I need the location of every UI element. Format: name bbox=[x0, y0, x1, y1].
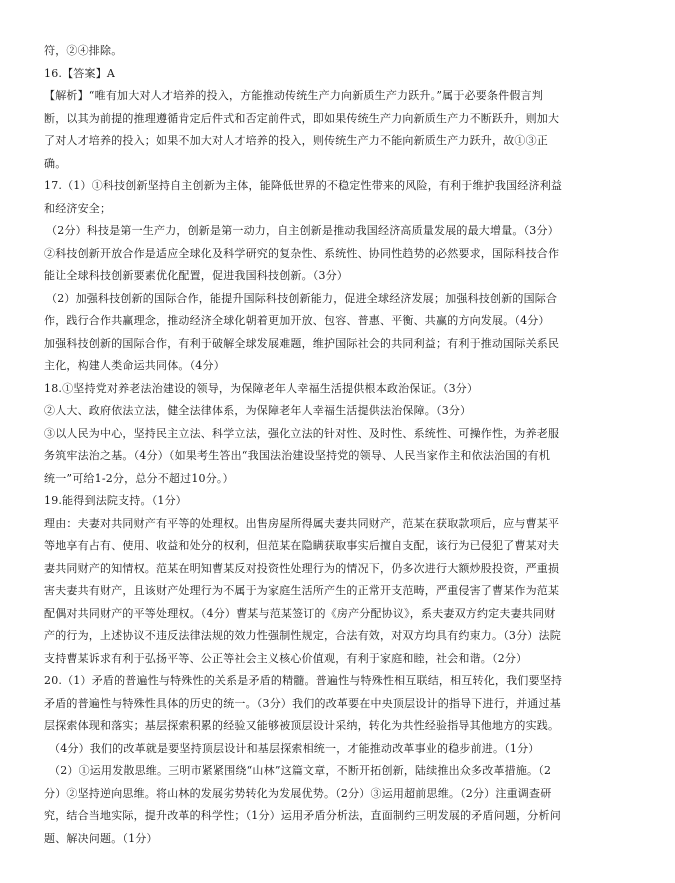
text-line: 妻共同财产的知情权。范某在明知曹某反对投资性处理行为的情况下，仍多次进行大额炒股投资，严重损 bbox=[44, 561, 560, 575]
text-line: 【解析】“唯有加大对人才培养的投入，方能推动传统生产力向新质生产力跃升。”属于必要条件假言判 bbox=[44, 89, 543, 102]
text-line: （2分）科技是第一生产力，创新是第一动力，自主创新是推动我国经济高质量发展的最大增量。（3分） bbox=[46, 224, 559, 237]
text-line: 19.能得到法院支持。（1分） bbox=[44, 494, 187, 507]
text-line: 分）②坚持逆向思维。将山林的发展劣势转化为发展优势。（2分）③运用超前思维。（2分）注重调查研 bbox=[44, 786, 552, 800]
text-line: 害夫妻共有财产，且该财产处理行为不属于为家庭生活所产生的正常开支范畴，严重侵害了曹某作为范某 bbox=[44, 584, 560, 597]
text-line: 配偶对共同财产的平等处理权。（4分）曹某与范某签订的《房产分配协议》，系夫妻双方约定夫妻共同财 bbox=[44, 606, 556, 620]
text-line: （2）①运用发散思维。三明市紧紧围绕“山林”这篇文章，不断开拓创新，陆续推出众多改革措施。（2 bbox=[49, 764, 552, 777]
text-line: 统一”可给1-2分，总分不超过10分。） bbox=[44, 471, 234, 485]
text-line: 层探索体现和落实；基层探索积累的经验又能够被顶层设计采纳，转化为共性经验指导其他地方的实践。 bbox=[44, 719, 560, 732]
text-line: 支持曹某诉求有利于弘扬平等、公正等社会主义核心价值观，有利于家庭和睦，社会和谐。（2分） bbox=[44, 651, 528, 665]
text-line: 主化，构建人类命运共同体。（4分） bbox=[44, 359, 225, 372]
text-line: 18.①坚持党对养老法治建设的领导，为保障老年人幸福生活提供根本政治保证。（3分） bbox=[44, 381, 479, 395]
text-line: 究，结合当地实际，提升改革的科学性；（1分）运用矛盾分析法，直面制约三明发展的矛盾问题，分析问 bbox=[44, 809, 561, 822]
text-line: 等地享有占有、使用、收益和处分的权利，但范某在隐瞒获取事实后擅自支配，该行为已侵犯了曹某对夫 bbox=[44, 539, 560, 552]
text-line: 20.（1）矛盾的普遍性与特殊性的关系是矛盾的精髓。普遍性与特殊性相互联结，相互转化，我们要坚持 bbox=[44, 674, 563, 687]
text-line: 矛盾的普遍性与特殊性具体的历史的统一。（3分）我们的改革要在中央顶层设计的指导下进行，并通过基 bbox=[44, 696, 561, 710]
text-line: 题、解决问题。（1分） bbox=[44, 831, 158, 845]
text-line: 作，践行合作共赢理念，推动经济全球化朝着更加开放、包容、普惠、平衡、共赢的方向发展。（4分） bbox=[44, 314, 550, 327]
text-line: 理由：夫妻对共同财产有平等的处理权。出售房屋所得属夫妻共同财产，范某在获取款项后，应与曹某平 bbox=[44, 516, 560, 530]
text-line: ②科技创新开放合作是适应全球化及科学研究的复杂性、系统性、协同性趋势的必然要求，国际科技合作 bbox=[44, 246, 560, 260]
text-line: 能让全球科技创新要素优化配置，促进我国科技创新。（3分） bbox=[44, 269, 349, 282]
text-line: 确。 bbox=[44, 156, 67, 170]
text-line: 符，②④排除。 bbox=[44, 44, 123, 57]
text-line: 17.（1）①科技创新坚持自主创新为主体，能降低世界的不稳定性带来的风险，有利于维护我国经济利益 bbox=[44, 179, 563, 192]
text-line: （2）加强科技创新的国际合作，能提升国际科技创新能力，促进全球经济发展；加强科技创新的国际合 bbox=[46, 291, 558, 305]
text-line: 加强科技创新的国际合作，有利于破解全球发展难题，维护国际社会的共同利益；有利于推动国际关系民 bbox=[44, 336, 560, 350]
text-line: 和经济安全； bbox=[44, 201, 112, 215]
text-line: ③以人民为中心，坚持民主立法、科学立法，强化立法的针对性、及时性、系统性、可操作性，为养老服 bbox=[44, 426, 560, 440]
text-line: （4分）我们的改革就是要坚持顶层设计和基层探索相统一，才能推动改革事业的稳步前进。（1分） bbox=[49, 741, 540, 755]
text-line: 16.【答案】A bbox=[44, 66, 116, 80]
text-line: 务筑牢法治之基。（4分）（如果考生答出“我国法治建设坚持党的领导、人民当家作主和依法治国的有机 bbox=[44, 449, 551, 462]
text-line: 了对人才培养的投入；如果不加大对人才培养的投入，则传统生产力不能向新质生产力跃升，故①③正 bbox=[44, 134, 548, 147]
text-line: 断，以其为前提的推理遵循肯定后件式和否定前件式，即如果传统生产力向新质生产力不断跃升，则加大 bbox=[44, 111, 560, 125]
text-line: 产的行为，上述协议不违反法律法规的效力性强制性规定，合法有效，对双方均具有约束力。（3分）法院 bbox=[44, 629, 561, 642]
text-line: ②人大、政府依法立法，健全法律体系，为保障老年人幸福生活提供法治保障。（3分） bbox=[44, 404, 472, 417]
